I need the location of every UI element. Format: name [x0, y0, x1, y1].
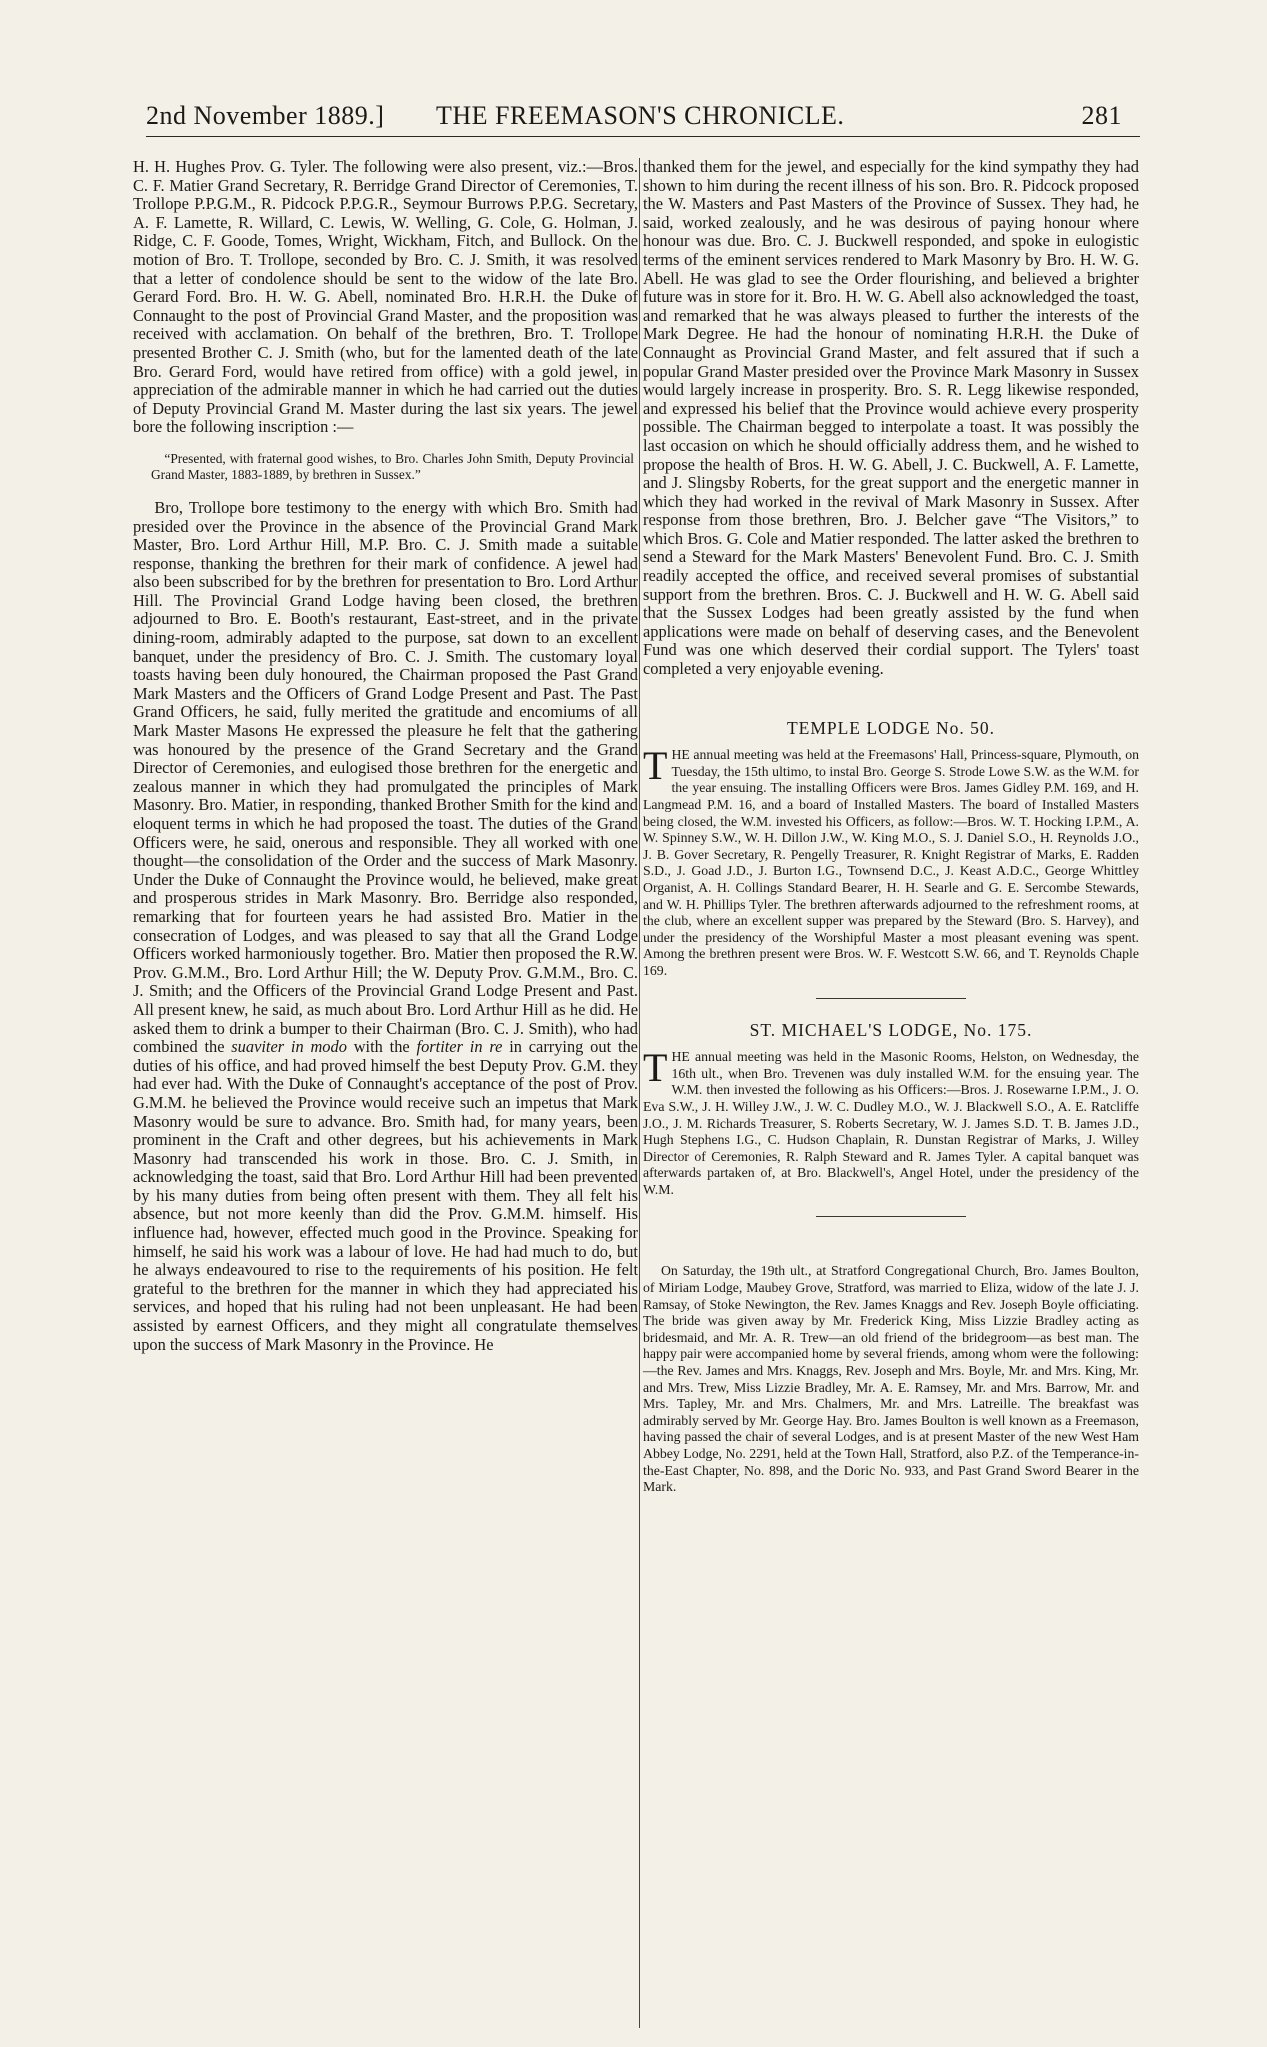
drop-cap: T — [643, 1045, 668, 1091]
section-heading-st-michaels-lodge: ST. MICHAEL'S LODGE, No. 175. — [749, 1019, 1033, 1040]
page-number: 281 — [1081, 101, 1122, 130]
article-paragraph: thanked them for the jewel, and especially for the kind sympathy they had shown to him during the recent illness of his son. Bro. R. Pidcock proposed the W. Masters and Past Masters of the Province of Sussex. They had, he said, worked zealously, and he was desirous of paying honour where honour was due. Bro. C. J. Buckwell responded, and spoke in eulogistic terms of the eminent services rendered to Mark Masonry by Bro. H. W. G. Abell. He was glad to see the Order flourishing, and believed a brighter future was in store for it. Bro. H. W. G. Abell also acknowledged the toast, and remarked that he was always pleased to further the interests of the Mark Degree. He had the honour of nominating H.R.H. the Duke of Connaught as Provincial Grand Master, and felt assured that if such a popular Grand Master presided over the Province Mark Masonry in Sussex would largely increase in prosperity. Bro. S. R. Legg likewise responded, and expressed his belief that the Province would achieve every prosperity possible. The Chairman begged to interpolate a toast. It was possibly the last occasion on which he should officially address them, and he wished to propose the health of Bros. H. W. G. Abell, J. C. Buckwell, A. F. Lamette, and J. Slingsby Roberts, for the great support and the energetic manner in which they had worked in the revival of Mark Masonry in Sussex. After response from those brethren, Bro. J. Belcher gave “The Visitors,” to which Bros. G. Cole and Matier responded. The latter asked the brethren to send a Steward for the Mark Masters' Benevolent Fund. Bro. C. J. Smith readily accepted the office, and received several promises of substantial support from the brethren. Bros. C. J. Buckwell and H. W. G. Abell said that the Sussex Lodges had been greatly assisted by the fund when applications were made on behalf of deserving cases, and the Benevolent Fund was one which deserved their cordial support. The Tylers' toast completed a very enjoyable evening. — [643, 157, 1139, 679]
publication-title: THE FREEMASON'S CHRONICLE. — [436, 101, 845, 130]
paragraph-text: HE annual meeting was held at the Freemasons' Hall, Princess-square, Plymouth, on Tuesday, the 15th ultimo, to instal Bro. George S. Strode Lowe S.W. as the W.M. for the year ensuing. The installing Officers were Bros. James Gidley P.M. 169, and H. Langmead P.M. 16, and a board of Installed Masters. The board of Installed Masters being closed, the W.M. invested his Officers, as follow:—Bros. W. T. Hocking I.P.M., A. W. Spinney S.W., W. H. Dillon J.W., W. King M.O., S. J. Daniel S.O., H. Reynolds J.O., J. B. Gover Secretary, R. Pengelly Treasurer, R. Knight Registrar of Marks, E. Radden S.D., J. Goad J.D., J. Burton I.G., Townsend D.C., J. Keast A.D.C., George Whittley Organist, A. H. Collings Standard Bearer, H. H. Searle and G. E. Sercombe Stewards, and W. H. Phillips Tyler. The brethren afterwards adjourned to the refreshment rooms, at the club, where an excellent supper was prepared by the Steward (Bro. S. Harvey), and under the presidency of the Worshipful Master a most pleasant evening was spent. Among the brethren present were Bros. W. F. Westcott S.W. 66, and T. Reynolds Chaple 169. — [643, 747, 1139, 978]
article-paragraph — [133, 499, 638, 1354]
article-paragraph: H. H. Hughes Prov. G. Tyler. The following were also present, viz.:—Bros. C. F. Matier Grand Secretary, R. Berridge Grand Director of Ceremonies, T. Trollope P.P.G.M., R. Pidcock P.P.G.R., Seymour Burrows P.P.G. Secretary, A. F. Lamette, R. Willard, C. Lewis, W. Welling, G. Cole, G. Holman, J. Ridge, C. F. Goode, Tomes, Wright, Wickham, Fitch, and Bullock. On the motion of Bro. T. Trollope, seconded by Bro. C. J. Smith, it was resolved that a letter of condolence should be sent to the widow of the late Bro. Gerard Ford. Bro. H. W. G. Abell, nominated Bro. H.R.H. the Duke of Connaught to the post of Provincial Grand Master, and the proposition was received with acclamation. On behalf of the brethren, Bro. T. Trollope presented Brother C. J. Smith (who, but for the lamented death of the late Bro. Gerard Ford, would have retired from office) with a gold jewel, in appreciation of the admirable manner in which he had carried out the duties of Deputy Provincial Grand M. Master during the last six years. The jewel bore the following inscription :— — [133, 157, 638, 437]
paragraph-text: Bro, Trollope bore testimony to the energy with which Bro. Smith had presided over the Province in the absence of the Provincial Grand Mark Master, Bro. Lord Arthur Hill, M.P. Bro. C. J. Smith made a suitable response, thanking the brethren for their mark of confidence. A jewel had also been subscribed for by the brethren for presentation to Bro. Lord Arthur Hill. The Provincial Grand Lodge having been closed, the brethren adjourned to Bro. E. Booth's restaurant, East-street, and in the private dining-room, admirably adapted to the purpose, sat down to an excellent banquet, under the presidency of Bro. C. J. Smith. The customary loyal toasts having been duly honoured, the Chairman proposed the Past Grand Mark Masters and the Officers of Grand Lodge Present and Past. The Past Grand Officers, he said, fully merited the gratitude and encomiums of all Mark Master Masons He expressed the pleasure he felt that the gathering was honoured by the presence of the Grand Secretary and the Grand Director of Ceremonies, and eulogised those brethren for the energetic and zealous manner in which they had promulgated the principles of Mark Masonry. Bro. Matier, in responding, thanked Brother Smith for the kind and eloquent terms in which he had proposed the toast. The duties of the Grand Officers were, he said, onerous and responsible. They all worked with one thought—the consolidation of the Order and the success of Mark Masonry. Under the Duke of Connaught the Province would, he believed, make great and prosperous strides in Mark Masonry. Bro. Berridge also responded, remarking that for fourteen years he had assisted Bro. Matier in the consecration of Lodges, and was pleased to say that all the Grand Lodge Officers worked harmoniously together. Bro. Matier then proposed the R.W. Prov. G.M.M., Bro. Lord Arthur Hill; the W. Deputy Prov. G.M.M., Bro. C. J. Smith; and the Officers of the Provincial Grand Lodge Present and Past. All present knew, he said, as much about Bro. Lord Arthur Hill as he did. He asked them to drink a bumper to their Chairman (Bro. C. J. Smith), who had combined the — [133, 497, 638, 1057]
jewel-inscription: “Presented, with fraternal good wishes, to Bro. Charles John Smith, Deputy Provincial Grand Master, 1883-1889, by brethren in Sussex.” — [151, 450, 634, 482]
wedding-notice: On Saturday, the 19th ult., at Stratford Congregational Church, Bro. James Boulton, of Miriam Lodge, Maubey Grove, Stratford, was married to Eliza, widow of the late J. J. Ramsay, of Stoke Newington, the Rev. James Knaggs and Rev. Joseph Boyle officiating. The bride was given away by Mr. Frederick King, Miss Lizzie Bradley acting as bridesmaid, and Mr. A. R. Trew—an old friend of the bridegroom—as best man. The happy pair were accompanied home by several friends, among whom were the following:—the Rev. James and Mrs. Knaggs, Rev. Joseph and Mrs. Boyle, Mr. and Mrs. King, Mr. and Mrs. Trew, Miss Lizzie Bradley, Mr. A. E. Ramsey, Mr. and Mrs. Barrow, Mr. and Mrs. Tapley, Mr. and Mrs. Chalmers, Mr. and Mrs. Latreille. The breakfast was admirably served by Mr. George Hay. Bro. James Boulton is well known as a Freemason, having passed the chair of several Lodges, and is at present Master of the new West Ham Abbey Lodge, No. 2291, held at the Town Hall, Stratford, also P.Z. of the Temperance-in-the-East Chapter, No. 898, and the Doric No. 933, and Past Grand Sword Bearer in the Mark. — [643, 1263, 1139, 1495]
right-column — [643, 158, 1139, 1496]
paragraph-text: in carrying out the duties of his office, and had proved himself the best Deputy Prov. G.M. they had ever had. With the Duke of Connaught's acceptance of the post of Prov. G.M.M. he believed the Province would receive such an impetus that Mark Masonry would be sure to advance. Bro. Smith had, for many years, been prominent in the Craft and other degrees, but his achievements in Mark Masonry had transcended his work in those. Bro. C. J. Smith, in acknowledging the toast, said that Bro. Lord Arthur Hill had been prevented by his many duties from being often present with them. They all felt his absence, but not more keenly than did the Prov. G.M.M. himself. His influence had, however, effected much good in the Province. Speaking for himself, he said his work was a labour of love. He had had much to do, but he always endeavoured to rise to the requirements of his position. He felt grateful to the brethren for the manner in which they had appreciated his services, and hoped that his ruling had not been unpleasant. He had been assisted by earnest Officers, and they might all congratulate themselves upon the success of Mark Masonry in the Province. He — [133, 1037, 638, 1354]
column-divider — [639, 158, 640, 2028]
left-column — [133, 158, 638, 1354]
masthead — [146, 98, 1136, 134]
italic-phrase: fortiter in re — [416, 1037, 503, 1057]
section-heading-temple-lodge: TEMPLE LODGE No. 50. — [786, 717, 996, 738]
paragraph-text: with the — [353, 1037, 410, 1057]
italic-phrase: suaviter in modo — [231, 1037, 347, 1057]
issue-date: 2nd November 1889.] — [146, 101, 385, 130]
st-michaels-lodge-report — [643, 1045, 1139, 1198]
drop-cap: T — [643, 743, 668, 789]
paragraph-text: HE annual meeting was held in the Masonic Rooms, Helston, on Wednesday, the 16th ult., when Bro. Trevenen was duly installed W.M. for the ensuing year. The W.M. then invested the following as his Officers:—Bros. J. Rosewarne I.P.M., J. O. Eva S.W., J. H. Willey J.W., J. W. C. Dudley M.O., W. J. Blackwell S.O., A. E. Ratcliffe J.O., J. M. Richards Treasurer, S. Roberts Secretary, W. J. James S.D. T. B. James J.D., Hugh Stephens I.G., C. Hudson Chaplain, R. Dunstan Registrar of Marks, J. Willey Director of Ceremonies, R. Ralph Steward and R. James Tyler. A capital banquet was afterwards partaken of, at Bro. Blackwell's, Angel Hotel, under the presidency of the W.M. — [643, 1049, 1139, 1197]
temple-lodge-report — [643, 743, 1139, 979]
masthead-rule — [146, 136, 1140, 137]
